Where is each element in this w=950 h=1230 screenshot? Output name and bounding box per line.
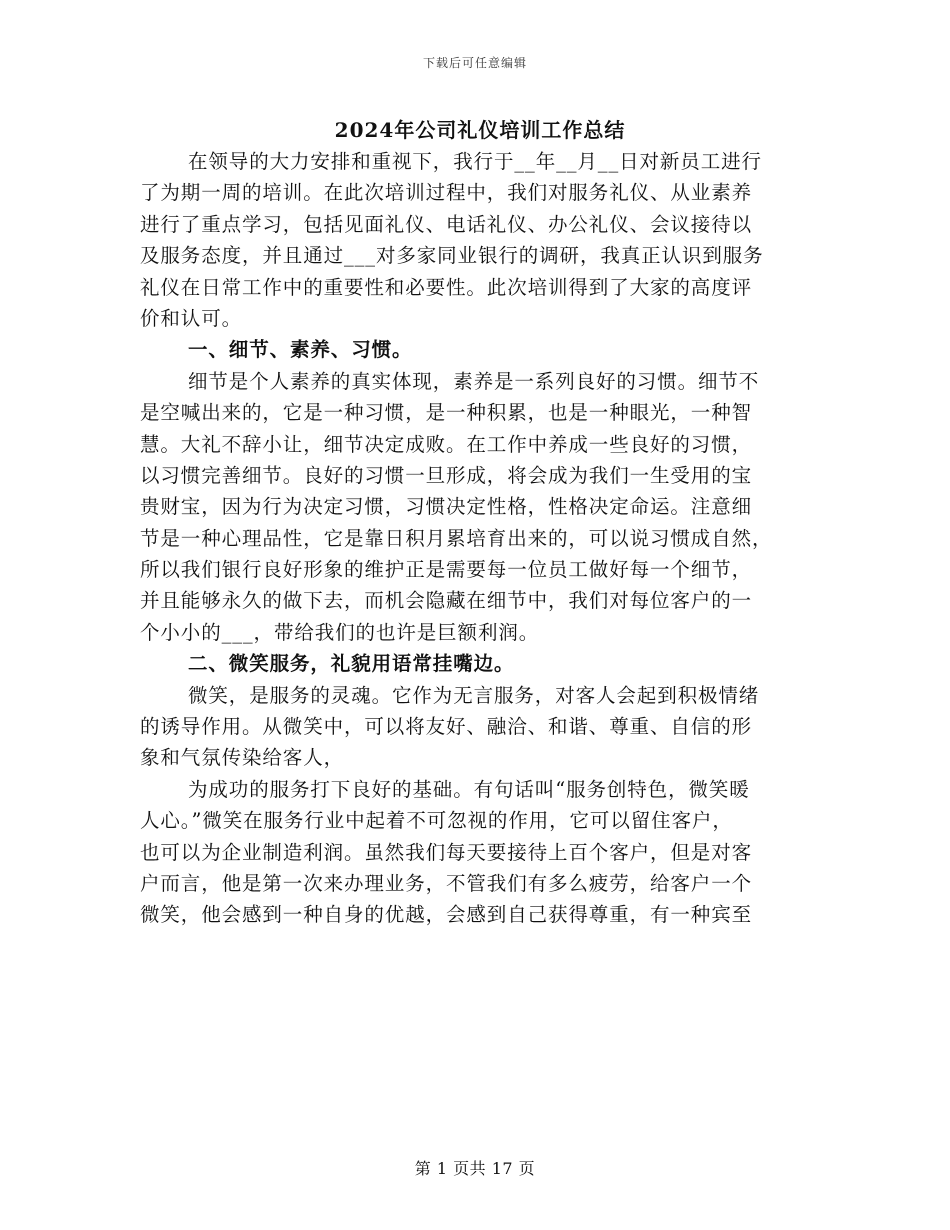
paragraph-line: 在领导的大力安排和重视下，我行于__年__月__日对新员工进行: [188, 150, 762, 173]
paragraph-line: 细节是个人素养的真实体现，素养是一系列良好的习惯。细节不: [188, 369, 760, 393]
paragraph-line: 象和气氛传染给客人，: [140, 746, 345, 770]
page-footer: 第 1 页共 17 页: [414, 1159, 536, 1178]
paragraph-line: 户而言，他是第一次来办理业务，不管我们有多么疲劳，给客户一个: [140, 871, 753, 895]
paragraph-line: 的诱导作用。从微笑中，可以将友好、融洽、和谐、尊重、自信的形: [140, 715, 753, 739]
paragraph-line: 礼仪在日常工作中的重要性和必要性。此次培训得到了大家的高度评: [140, 275, 753, 299]
paragraph-line: 及服务态度，并且通过___对多家同业银行的调研，我真正认识到服务: [140, 244, 764, 268]
paragraph-line: 价和认可。: [140, 306, 243, 330]
paragraph-line: 节是一种心理品性，它是靠日积月累培育出来的，可以说习惯成自然，: [140, 526, 773, 550]
section-heading: 二、微笑服务，礼貌用语常挂嘴边。: [188, 652, 515, 676]
paragraph-line: 所以我们银行良好形象的维护正是需要每一位员工做好每一个细节，: [140, 558, 753, 582]
paragraph-line: 微笑，是服务的灵魂。它作为无言服务，对客人会起到积极情绪: [188, 683, 760, 707]
paragraph-line: 贵财宝，因为行为决定习惯，习惯决定性格，性格决定命运。注意细: [140, 495, 753, 519]
paragraph-line: 微笑，他会感到一种自身的优越，会感到自己获得尊重，有一种宾至: [140, 903, 753, 927]
paragraph-line: 人心。”微笑在服务行业中起着不可忽视的作用，它可以留住客户，: [140, 809, 733, 833]
paragraph-line: 并且能够永久的做下去，而机会隐藏在细节中，我们对每位客户的一: [140, 589, 753, 613]
paragraph-line: 以习惯完善细节。良好的习惯一旦形成，将会成为我们一生受用的宝: [140, 463, 753, 487]
paragraph-line: 个小小的___，带给我们的也许是巨额利润。: [140, 620, 540, 644]
document-title: 2024年公司礼仪培训工作总结: [334, 118, 626, 142]
paragraph-line: 是空喊出来的，它是一种习惯，是一种积累，也是一种眼光，一种智: [140, 401, 753, 425]
paragraph-line: 为成功的服务打下良好的基础。有句话叫“服务创特色，微笑暖: [188, 777, 750, 801]
document-body: [140, 146, 808, 931]
paragraph-line: 进行了重点学习，包括见面礼仪、电话礼仪、办公礼仪、会议接待以: [140, 212, 753, 236]
section-heading: 一、细节、素养、习惯。: [188, 338, 413, 362]
paragraph-line: 慧。大礼不辞小让，细节决定成败。在工作中养成一些良好的习惯，: [140, 432, 753, 456]
header-note: 下载后可任意编辑: [422, 56, 527, 70]
paragraph-line: 也可以为企业制造利润。虽然我们每天要接待上百个客户，但是对客: [140, 840, 753, 864]
paragraph-line: 了为期一周的培训。在此次培训过程中，我们对服务礼仪、从业素养: [140, 181, 753, 205]
